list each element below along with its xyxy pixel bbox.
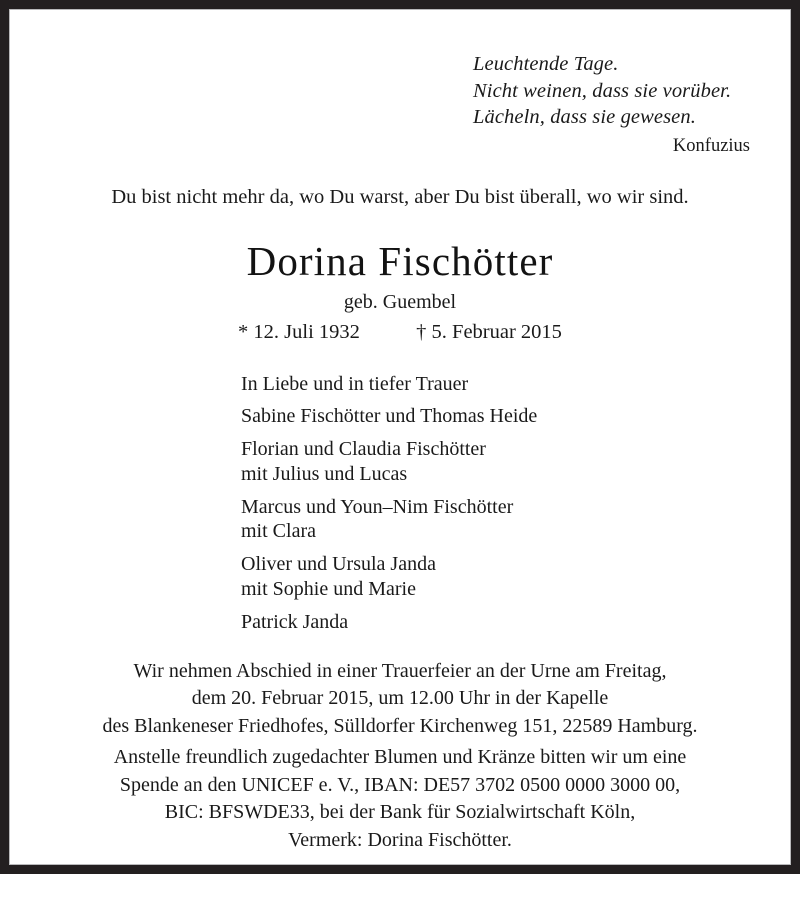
death-date: † 5. Februar 2015 [416,320,562,343]
mourner-line: Marcus und Youn–Nim Fischötter [241,495,514,518]
deceased-name: Dorina Fischötter [246,237,554,284]
opening-sentence: Du bist nicht mehr da, wo Du warst, aber Du bist überall, wo wir sind. [111,185,689,208]
donation-line: BIC: BFSWDE33, bei der Bank für Sozialwirtschaft Köln, [164,801,636,824]
quote-line-3: Lächeln, dass sie gewesen. [473,106,696,128]
donation-line: Vermerk: Dorina Fischötter. [288,828,512,851]
mourner-line: Patrick Janda [241,610,349,633]
mourner-line: Florian und Claudia Fischötter [241,438,486,461]
funeral-details [21,658,779,741]
mourners-block [21,372,779,635]
quote-line-1: Leuchtende Tage. [473,53,619,75]
donation-line: Spende an den UNICEF e. V., IBAN: DE57 3702 0500 0000 3000 00, [119,773,681,796]
mourners-heading: In Liebe und in tiefer Trauer [241,372,469,395]
mourner-line: Sabine Fischötter und Thomas Heide [241,405,538,428]
mourner-line: Oliver und Ursula Janda [241,553,436,576]
mourner-line: mit Sophie und Marie [241,578,416,601]
donation-line: Anstelle freundlich zugedachter Blumen und Kränze bitten wir um eine [113,746,687,769]
obituary-inner-border [9,9,791,865]
closing-block [21,658,779,855]
funeral-line: des Blankeneser Friedhofes, Sülldorfer Kirchenweg 151, 22589 Hamburg. [102,714,698,737]
birth-date: * 12. Juli 1932 [238,320,360,343]
mourner-line: mit Clara [241,520,316,543]
funeral-line: dem 20. Februar 2015, um 12.00 Uhr in der Kapelle [191,687,609,710]
deceased-life-dates [21,318,779,346]
quote-block [21,51,779,159]
deceased-maiden-name: geb. Guembel [343,290,457,313]
quote-line-2: Nicht weinen, dass sie vorüber. [473,79,732,102]
donation-details [21,744,779,854]
funeral-line: Wir nehmen Abschied in einer Trauerfeier an der Urne am Freitag, [133,659,667,682]
quote-attribution: Konfuzius [672,135,750,156]
obituary-content [10,51,790,905]
mourner-line: mit Julius und Lucas [241,462,408,485]
